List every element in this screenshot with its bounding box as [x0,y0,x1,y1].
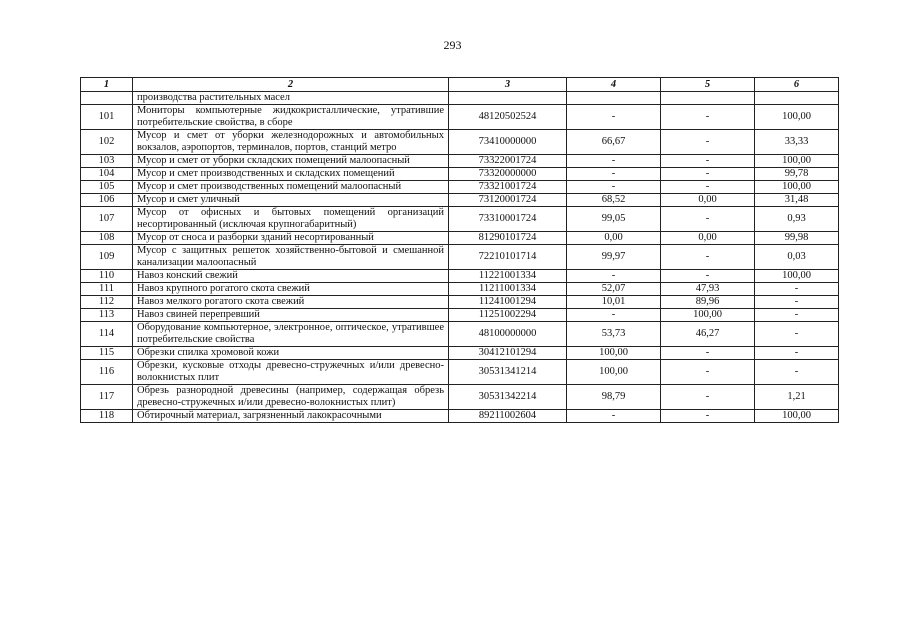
row-code: 48120502524 [449,105,567,130]
row-col-4: 68,52 [567,194,661,207]
row-col-5: - [661,181,755,194]
table-row [81,347,839,360]
row-col-5: - [661,207,755,232]
row-description: Мониторы компьютерные жидкокристаллические, утратившие потребительские свойства, в сборе [133,105,449,130]
row-description: Мусор от сноса и разборки зданий несортированный [133,232,449,245]
row-number [81,92,133,105]
table-row [81,181,839,194]
row-code: 30531341214 [449,360,567,385]
row-col-4: 99,05 [567,207,661,232]
page-number: 293 [443,38,462,52]
row-number: 107 [81,207,133,232]
row-code: 72210101714 [449,245,567,270]
row-col-5: 89,96 [661,296,755,309]
row-description: Мусор и смет производственных и складских помещений [133,168,449,181]
row-description: Навоз мелкого рогатого скота свежий [133,296,449,309]
row-col-4: - [567,181,661,194]
row-col-4 [567,92,661,105]
row-number: 113 [81,309,133,322]
header-col-3: 3 [449,78,567,92]
row-number: 116 [81,360,133,385]
table-row [81,105,839,130]
row-description: Обрезки спилка хромовой кожи [133,347,449,360]
row-col-4: 66,67 [567,130,661,155]
row-number: 117 [81,385,133,410]
row-col-6: - [755,322,839,347]
table-row [81,155,839,168]
row-code: 11221001334 [449,270,567,283]
row-col-6: 0,93 [755,207,839,232]
row-number: 108 [81,232,133,245]
row-col-6: - [755,347,839,360]
row-description: Мусор и смет уличный [133,194,449,207]
row-number: 105 [81,181,133,194]
table-row [81,207,839,232]
table-row [81,130,839,155]
row-col-6: 100,00 [755,181,839,194]
table-row [81,360,839,385]
row-col-4: 100,00 [567,360,661,385]
row-col-5: - [661,347,755,360]
row-col-5: 46,27 [661,322,755,347]
row-col-4: 99,97 [567,245,661,270]
row-number: 106 [81,194,133,207]
row-code: 30412101294 [449,347,567,360]
row-col-4: - [567,168,661,181]
row-col-4: - [567,309,661,322]
row-col-5 [661,92,755,105]
header-col-2: 2 [133,78,449,92]
row-description: производства растительных масел [133,92,449,105]
row-col-6: 31,48 [755,194,839,207]
row-col-6: 100,00 [755,270,839,283]
row-col-6: - [755,296,839,309]
table-row [81,410,839,423]
row-col-5: 0,00 [661,194,755,207]
header-col-6: 6 [755,78,839,92]
table-row [81,245,839,270]
row-code: 81290101724 [449,232,567,245]
table-row [81,168,839,181]
row-description: Мусор с защитных решеток хозяйственно-бытовой и смешанной канализации малоопасный [133,245,449,270]
table-row [81,309,839,322]
row-description: Мусор и смет от уборки складских помещений малоопасный [133,155,449,168]
row-col-5: - [661,270,755,283]
row-col-6: - [755,360,839,385]
table-row [81,385,839,410]
row-col-5: - [661,155,755,168]
row-col-5: 100,00 [661,309,755,322]
row-code: 73321001724 [449,181,567,194]
header-col-1: 1 [81,78,133,92]
row-number: 112 [81,296,133,309]
row-description: Мусор от офисных и бытовых помещений организаций несортированный (исключая крупногабаритный) [133,207,449,232]
table-row [81,283,839,296]
row-number: 109 [81,245,133,270]
table-row [81,92,839,105]
row-description: Обтирочный материал, загрязненный лакокрасочными [133,410,449,423]
row-code: 89211002604 [449,410,567,423]
row-col-6: 100,00 [755,155,839,168]
row-code: 73322001724 [449,155,567,168]
row-description: Оборудование компьютерное, электронное, оптическое, утратившее потребительские свойства [133,322,449,347]
row-number: 111 [81,283,133,296]
row-col-4: - [567,270,661,283]
row-col-5: - [661,168,755,181]
row-number: 115 [81,347,133,360]
row-col-5: - [661,360,755,385]
row-code [449,92,567,105]
row-number: 102 [81,130,133,155]
row-col-5: - [661,245,755,270]
row-description: Навоз конский свежий [133,270,449,283]
table-row [81,270,839,283]
row-col-4: - [567,410,661,423]
row-col-6: 99,78 [755,168,839,181]
row-col-5: 0,00 [661,232,755,245]
row-col-6: 100,00 [755,105,839,130]
row-col-6: 1,21 [755,385,839,410]
table-body [81,92,839,423]
table-header-row [81,78,839,92]
row-number: 103 [81,155,133,168]
row-code: 11211001334 [449,283,567,296]
row-col-4: 52,07 [567,283,661,296]
row-description: Навоз крупного рогатого скота свежий [133,283,449,296]
row-col-5: - [661,130,755,155]
row-col-6: 100,00 [755,410,839,423]
table-row [81,194,839,207]
row-col-4: 0,00 [567,232,661,245]
row-code: 73120001724 [449,194,567,207]
table-row [81,296,839,309]
header-col-5: 5 [661,78,755,92]
row-col-6: 99,98 [755,232,839,245]
row-code: 11241001294 [449,296,567,309]
row-code: 73310001724 [449,207,567,232]
row-col-6: - [755,309,839,322]
row-code: 73410000000 [449,130,567,155]
row-col-4: - [567,105,661,130]
header-col-4: 4 [567,78,661,92]
row-col-6 [755,92,839,105]
row-description: Обрезки, кусковые отходы древесно-стружечных и/или древесно-волокнистых плит [133,360,449,385]
row-col-6: 33,33 [755,130,839,155]
table-row [81,322,839,347]
row-code: 11251002294 [449,309,567,322]
row-number: 114 [81,322,133,347]
row-description: Мусор и смет от уборки железнодорожных и автомобильных вокзалов, аэропортов, терминалов, портов, станций метро [133,130,449,155]
row-col-5: - [661,105,755,130]
row-col-5: 47,93 [661,283,755,296]
row-col-4: 53,73 [567,322,661,347]
row-code: 30531342214 [449,385,567,410]
row-description: Обрезь разнородной древесины (например, содержащая обрезь древесно-стружечных и/или древесно-волокнистых плит) [133,385,449,410]
row-number: 118 [81,410,133,423]
row-col-4: 10,01 [567,296,661,309]
row-col-6: 0,03 [755,245,839,270]
row-col-4: - [567,155,661,168]
row-description: Мусор и смет производственных помещений малоопасный [133,181,449,194]
row-code: 73320000000 [449,168,567,181]
row-col-4: 98,79 [567,385,661,410]
row-col-5: - [661,410,755,423]
row-number: 101 [81,105,133,130]
row-col-6: - [755,283,839,296]
waste-table [80,77,839,423]
row-number: 104 [81,168,133,181]
row-code: 48100000000 [449,322,567,347]
row-col-4: 100,00 [567,347,661,360]
row-description: Навоз свиней перепревший [133,309,449,322]
table-row [81,232,839,245]
row-number: 110 [81,270,133,283]
row-col-5: - [661,385,755,410]
